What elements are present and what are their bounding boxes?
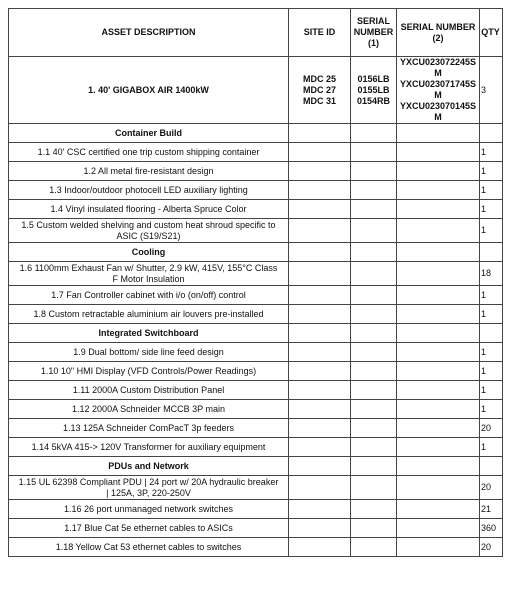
serial-2-cell xyxy=(397,324,480,343)
item-description: 1.3 Indoor/outdoor photocell LED auxiliary lighting xyxy=(9,181,289,200)
item-description: 1.1 40' CSC certified one trip custom shipping container xyxy=(9,143,289,162)
serial-1-cell xyxy=(351,381,397,400)
serial-1-cell xyxy=(351,500,397,519)
main-item-row xyxy=(9,57,503,124)
section-title: PDUs and Network xyxy=(9,457,289,476)
section-row xyxy=(9,457,503,476)
site-id-cell xyxy=(289,457,351,476)
serial-2-cell xyxy=(397,124,480,143)
item-description: 1.16 26 port unmanaged network switches xyxy=(9,500,289,519)
qty-cell: 1 xyxy=(480,305,503,324)
item-description: 1.14 5kVA 415-> 120V Transformer for auxiliary equipment xyxy=(9,438,289,457)
serial-2-cell xyxy=(397,419,480,438)
main-item-description: 1. 40' GIGABOX AIR 1400kW xyxy=(9,57,289,124)
qty-cell: 1 xyxy=(480,286,503,305)
header-serial-number-2: SERIAL NUMBER (2) xyxy=(397,9,480,57)
qty-cell xyxy=(480,124,503,143)
site-id-cell xyxy=(289,438,351,457)
site-id-cell xyxy=(289,419,351,438)
site-id-cell xyxy=(289,143,351,162)
qty-cell: 1 xyxy=(480,200,503,219)
table-row xyxy=(9,519,503,538)
qty-cell: 1 xyxy=(480,362,503,381)
item-description: 1.4 Vinyl insulated flooring - Alberta Spruce Color xyxy=(9,200,289,219)
table-row xyxy=(9,162,503,181)
item-description: 1.8 Custom retractable aluminium air louvers pre-installed xyxy=(9,305,289,324)
serial-1-cell xyxy=(351,519,397,538)
qty-cell: 20 xyxy=(480,538,503,557)
serial-2-cell xyxy=(397,343,480,362)
qty-cell: 1 xyxy=(480,343,503,362)
main-item-qty: 3 xyxy=(480,57,503,124)
item-description: 1.9 Dual bottom/ side line feed design xyxy=(9,343,289,362)
main-item-site-ids: MDC 25 MDC 27 MDC 31 xyxy=(289,57,351,124)
serial-1-cell xyxy=(351,262,397,286)
qty-cell: 1 xyxy=(480,162,503,181)
site-id-cell xyxy=(289,124,351,143)
serial-1-cell xyxy=(351,305,397,324)
serial-2-cell xyxy=(397,519,480,538)
serial-2-cell xyxy=(397,181,480,200)
qty-cell: 20 xyxy=(480,476,503,500)
table-row xyxy=(9,476,503,500)
item-description: 1.17 Blue Cat 5e ethernet cables to ASICs xyxy=(9,519,289,538)
site-id-cell xyxy=(289,324,351,343)
serial-1-cell xyxy=(351,476,397,500)
site-id-cell xyxy=(289,381,351,400)
site-id-cell xyxy=(289,219,351,243)
header-qty: QTY xyxy=(480,9,503,57)
serial-1-cell xyxy=(351,457,397,476)
site-id-cell xyxy=(289,519,351,538)
site-id-cell xyxy=(289,243,351,262)
item-description: 1.11 2000A Custom Distribution Panel xyxy=(9,381,289,400)
table-row xyxy=(9,305,503,324)
site-id-cell xyxy=(289,400,351,419)
table-row xyxy=(9,143,503,162)
item-description: 1.6 1100mm Exhaust Fan w/ Shutter, 2.9 kW, 415V, 155°C Class F Motor Insulation xyxy=(9,262,289,286)
serial-2-cell xyxy=(397,457,480,476)
qty-cell xyxy=(480,457,503,476)
item-description: 1.12 2000A Schneider MCCB 3P main xyxy=(9,400,289,419)
site-id-cell xyxy=(289,476,351,500)
item-description: 1.18 Yellow Cat 53 ethernet cables to switches xyxy=(9,538,289,557)
section-title: Cooling xyxy=(9,243,289,262)
table-row xyxy=(9,400,503,419)
table-row xyxy=(9,381,503,400)
main-item-serial-1: 0156LB 0155LB 0154RB xyxy=(351,57,397,124)
qty-cell: 360 xyxy=(480,519,503,538)
qty-cell: 1 xyxy=(480,181,503,200)
serial-1-cell xyxy=(351,400,397,419)
qty-cell: 1 xyxy=(480,219,503,243)
item-description: 1.13 125A Schneider ComPacT 3p feeders xyxy=(9,419,289,438)
serial-2-cell xyxy=(397,286,480,305)
asset-table xyxy=(8,8,503,557)
serial-1-cell xyxy=(351,219,397,243)
qty-cell: 1 xyxy=(480,381,503,400)
serial-2-cell xyxy=(397,143,480,162)
serial-1-cell xyxy=(351,286,397,305)
serial-2-cell xyxy=(397,438,480,457)
serial-1-cell xyxy=(351,162,397,181)
serial-2-cell xyxy=(397,500,480,519)
table-row xyxy=(9,181,503,200)
site-id-cell xyxy=(289,305,351,324)
header-site-id: SITE ID xyxy=(289,9,351,57)
site-id-cell xyxy=(289,343,351,362)
serial-2-cell xyxy=(397,400,480,419)
qty-cell xyxy=(480,324,503,343)
table-row xyxy=(9,538,503,557)
serial-2-cell xyxy=(397,381,480,400)
section-row xyxy=(9,243,503,262)
site-id-cell xyxy=(289,262,351,286)
item-description: 1.7 Fan Controller cabinet with i/o (on/off) control xyxy=(9,286,289,305)
serial-1-cell xyxy=(351,343,397,362)
serial-1-cell xyxy=(351,181,397,200)
serial-1-cell xyxy=(351,362,397,381)
serial-1-cell xyxy=(351,243,397,262)
serial-2-cell xyxy=(397,243,480,262)
serial-2-cell xyxy=(397,219,480,243)
site-id-cell xyxy=(289,200,351,219)
site-id-cell xyxy=(289,500,351,519)
serial-2-cell xyxy=(397,262,480,286)
header-asset-description: ASSET DESCRIPTION xyxy=(9,9,289,57)
qty-cell: 18 xyxy=(480,262,503,286)
table-row xyxy=(9,262,503,286)
serial-2-cell xyxy=(397,162,480,181)
section-row xyxy=(9,324,503,343)
serial-2-cell xyxy=(397,200,480,219)
table-row xyxy=(9,200,503,219)
site-id-cell xyxy=(289,362,351,381)
serial-1-cell xyxy=(351,124,397,143)
table-row xyxy=(9,438,503,457)
section-title: Container Build xyxy=(9,124,289,143)
serial-1-cell xyxy=(351,438,397,457)
qty-cell: 21 xyxy=(480,500,503,519)
site-id-cell xyxy=(289,538,351,557)
table-row xyxy=(9,500,503,519)
item-description: 1.2 All metal fire-resistant design xyxy=(9,162,289,181)
table-row xyxy=(9,219,503,243)
qty-cell: 20 xyxy=(480,419,503,438)
serial-2-cell xyxy=(397,305,480,324)
serial-1-cell xyxy=(351,419,397,438)
site-id-cell xyxy=(289,286,351,305)
header-serial-number-1: SERIAL NUMBER (1) xyxy=(351,9,397,57)
section-row xyxy=(9,124,503,143)
table-row xyxy=(9,362,503,381)
serial-1-cell xyxy=(351,324,397,343)
qty-cell: 1 xyxy=(480,143,503,162)
table-body xyxy=(9,57,503,557)
item-description: 1.15 UL 62398 Compliant PDU | 24 port w/ 20A hydraulic breaker | 125A, 3P, 220-250V xyxy=(9,476,289,500)
main-item-serial-2: YXCU023072245S M YXCU023071745S M YXCU023070145S M xyxy=(397,57,480,124)
serial-1-cell xyxy=(351,143,397,162)
item-description: 1.10 10" HMI Display (VFD Controls/Power Readings) xyxy=(9,362,289,381)
site-id-cell xyxy=(289,162,351,181)
item-description: 1.5 Custom welded shelving and custom heat shroud specific to ASIC (S19/S21) xyxy=(9,219,289,243)
qty-cell xyxy=(480,243,503,262)
table-row xyxy=(9,419,503,438)
section-title: Integrated Switchboard xyxy=(9,324,289,343)
table-row xyxy=(9,343,503,362)
table-row xyxy=(9,286,503,305)
site-id-cell xyxy=(289,181,351,200)
serial-2-cell xyxy=(397,476,480,500)
header-row xyxy=(9,9,503,57)
qty-cell: 1 xyxy=(480,438,503,457)
serial-2-cell xyxy=(397,538,480,557)
serial-1-cell xyxy=(351,538,397,557)
serial-2-cell xyxy=(397,362,480,381)
qty-cell: 1 xyxy=(480,400,503,419)
serial-1-cell xyxy=(351,200,397,219)
